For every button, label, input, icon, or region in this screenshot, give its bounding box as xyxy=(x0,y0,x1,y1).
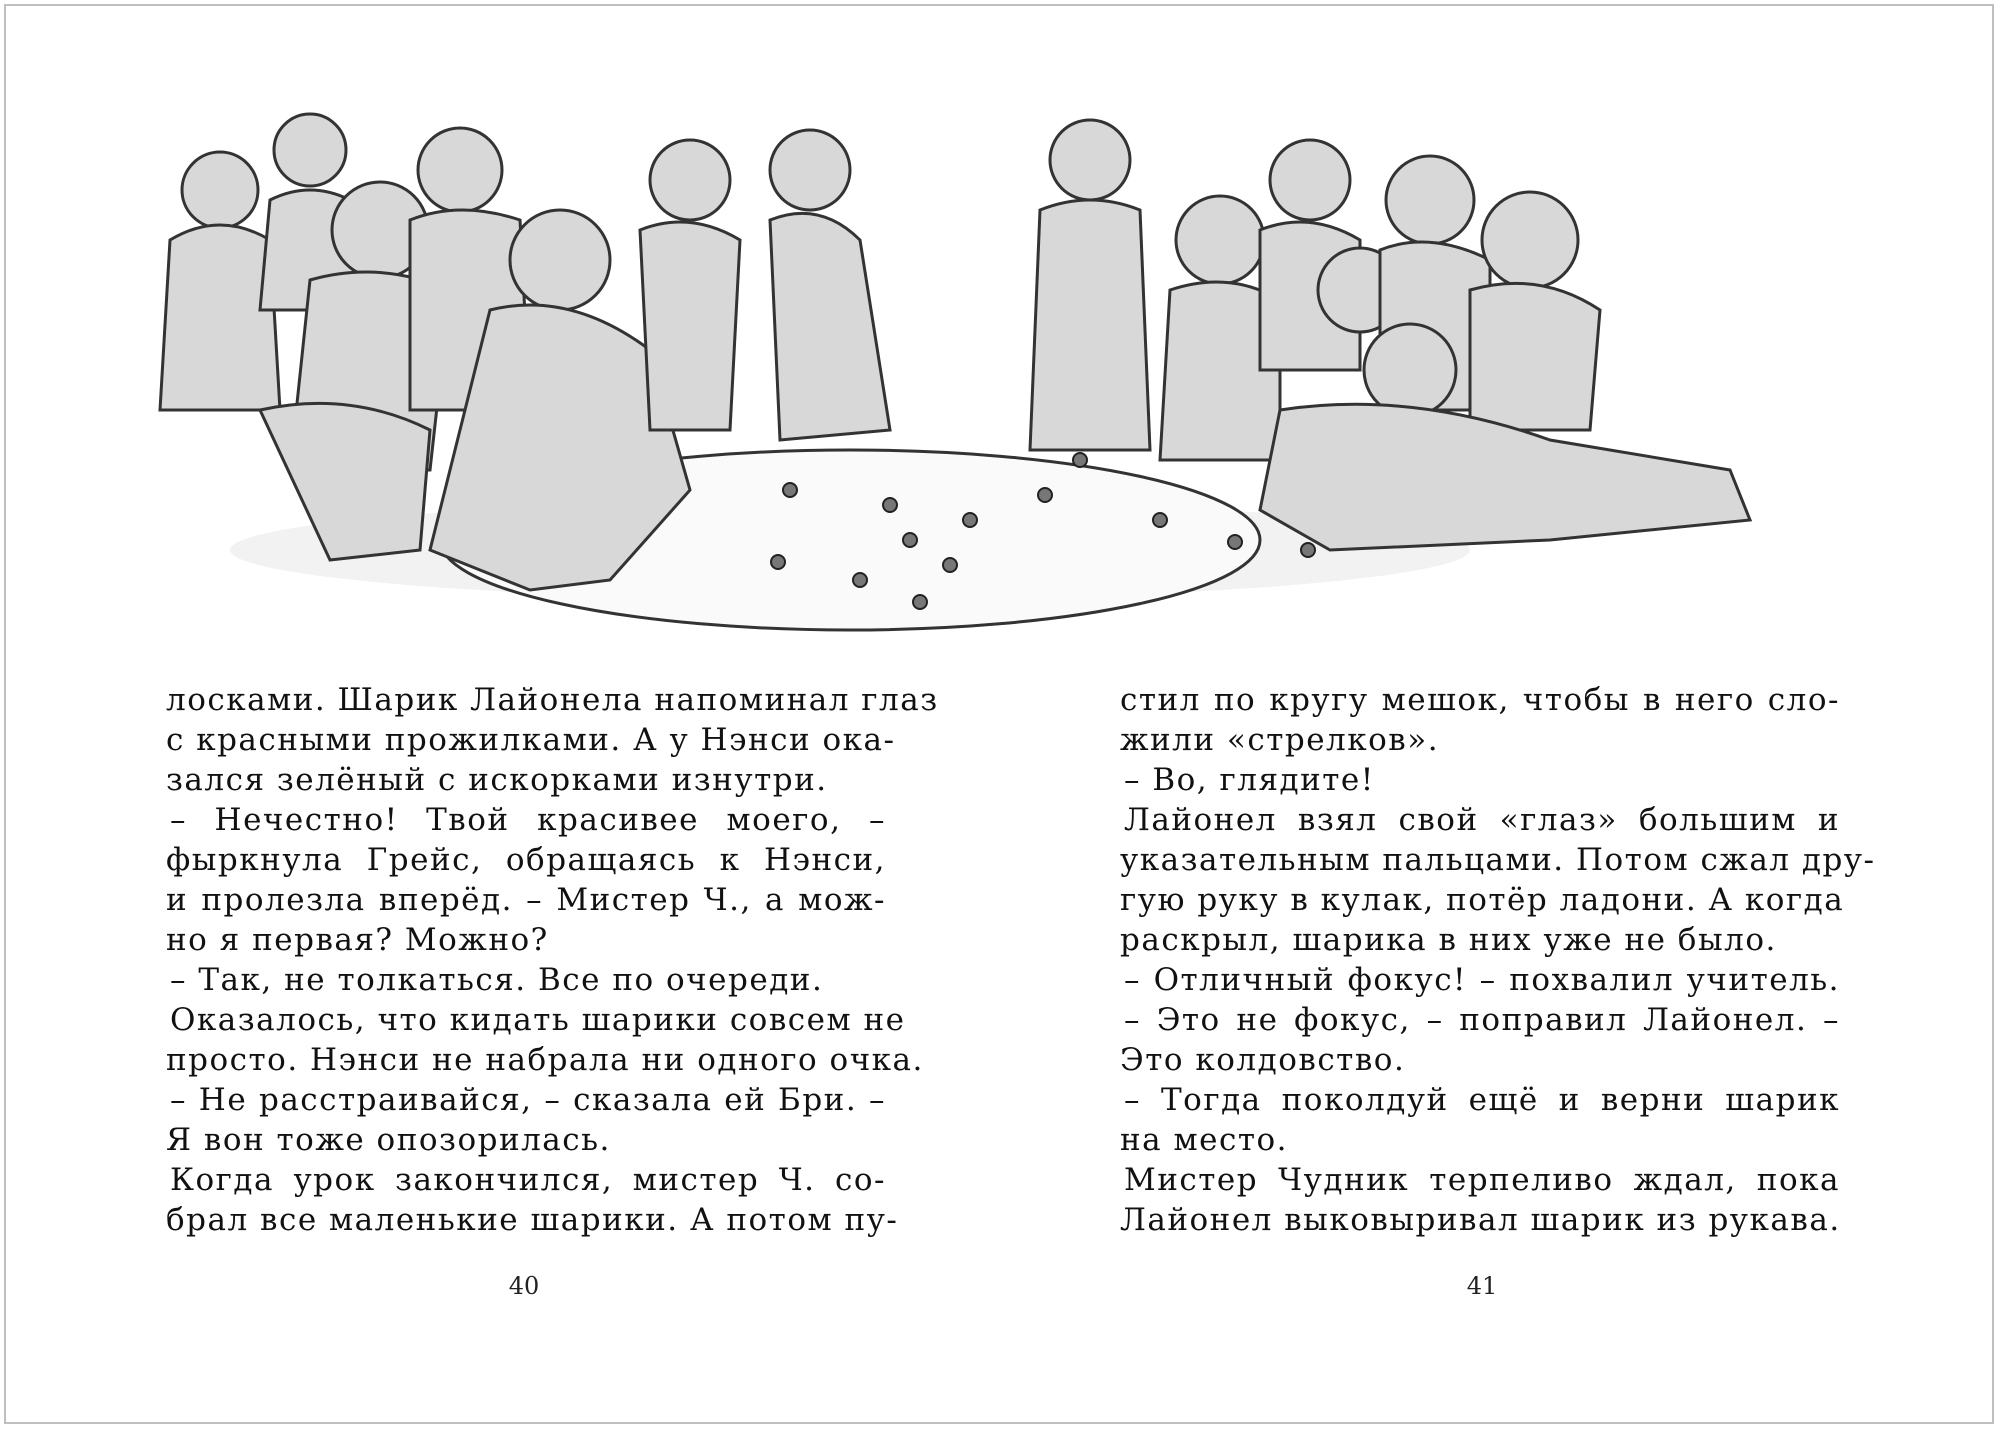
text-line: – Не расстраивайся, – сказала ей Бри. – xyxy=(170,1082,886,1118)
text-line: Оказалось, что кидать шарики совсем не xyxy=(170,1002,906,1038)
children-playing-marbles-illustration xyxy=(130,110,1870,640)
text-line: Когда урок закончился, мистер Ч. со- xyxy=(170,1162,886,1198)
text-line: Я вон тоже опозорилась. xyxy=(166,1122,611,1158)
text-line: просто. Нэнси не набрала ни одного очка. xyxy=(166,1042,924,1078)
text-line: указательным пальцами. Потом сжал дру- xyxy=(1120,842,1876,878)
right-page-text xyxy=(1120,680,1876,1240)
text-line: раскрыл, шарика в них уже не было. xyxy=(1120,922,1777,958)
text-line: – Во, глядите! xyxy=(1124,762,1375,798)
page-number-right: 41 xyxy=(1466,1272,1498,1300)
text-line: – Так, не толкаться. Все по очереди. xyxy=(170,962,824,998)
text-line: гую руку в кулак, потёр ладони. А когда xyxy=(1120,882,1845,918)
text-line: – Тогда поколдуй ещё и верни шарик xyxy=(1124,1082,1840,1118)
text-line: стил по кругу мешок, чтобы в него сло- xyxy=(1120,682,1840,718)
text-line: Лайонел выковыривал шарик из рукава. xyxy=(1120,1202,1841,1238)
text-line: Это колдовство. xyxy=(1120,1042,1406,1078)
text-line: Лайонел взял свой «глаз» большим и xyxy=(1124,802,1840,838)
text-line: лосками. Шарик Лайонела напоминал глаз xyxy=(166,682,939,718)
text-line: на место. xyxy=(1120,1122,1288,1158)
text-line: – Отличный фокус! – похвалил учитель. xyxy=(1124,962,1840,998)
text-line: – Нечестно! Твой красивее моего, – xyxy=(170,802,886,838)
text-line: – Это не фокус, – поправил Лайонел. – xyxy=(1124,1002,1840,1038)
text-line: но я первая? Можно? xyxy=(166,922,549,958)
text-line: Мистер Чудник терпеливо ждал, пока xyxy=(1124,1162,1840,1198)
page-number-left: 40 xyxy=(508,1272,540,1300)
text-line: жили «стрелков». xyxy=(1120,722,1440,758)
left-page-text xyxy=(166,680,939,1240)
text-line: фыркнула Грейс, обращаясь к Нэнси, xyxy=(166,842,886,878)
text-line: зался зелёный с искорками изнутри. xyxy=(166,762,828,798)
text-line: с красными прожилками. А у Нэнси ока- xyxy=(166,722,896,758)
text-line: и пролезла вперёд. – Мистер Ч., а мож- xyxy=(166,882,886,918)
text-line: брал все маленькие шарики. А потом пу- xyxy=(166,1202,899,1238)
